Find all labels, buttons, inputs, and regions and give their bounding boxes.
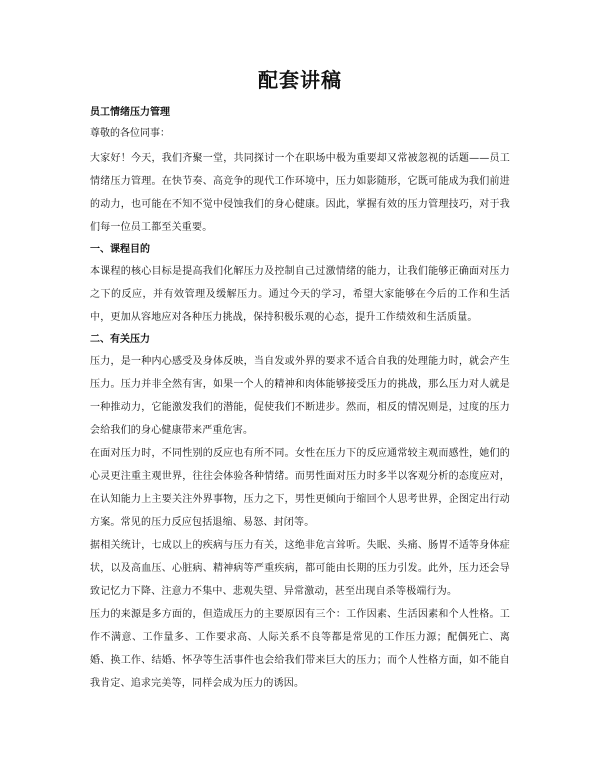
document-page (90, 66, 510, 695)
section-paragraph: 压力，是一种内心感受及身体反映，当自发或外界的要求不适合自我的处理能力时，就会产生压力。压力并非全然有害，如果一个人的精神和肉体能够接受压力的挑战，那么压力对人就是一种推动力，它能激发我们的潜能，促使我们不断进步。然而，相反的情况则是，过度的压力会给我们的身心健康带来严重危害。 (90, 356, 510, 436)
section-heading: 一、课程目的 (90, 244, 150, 255)
section-about-stress (90, 329, 510, 695)
section-paragraph: 据相关统计，七成以上的疾病与压力有关，这绝非危言耸听。失眠、头痛、肠胃不适等身体症状，以及高血压、心脏病、精神病等严重疾病，都可能由长期的压力引发。此外，压力还会导致记忆力下降、注意力不集中、悲观失望、异常激动，甚至出现自杀等极端行为。 (90, 540, 510, 597)
intro-paragraph: 大家好！今天，我们齐聚一堂，共同探讨一个在职场中极为重要却又常被忽视的话题——员工情绪压力管理。在快节奏、高竞争的现代工作环境中，压力如影随形，它既可能成为我们前进的动力，也可能在不知不觉中侵蚀我们的身心健康。因此，掌握有效的压力管理技巧，对于我们每一位员工都至关重要。 (90, 153, 510, 233)
document-title: 配套讲稿 (258, 68, 342, 92)
greeting: 尊敬的各位同事： (90, 128, 170, 139)
section-paragraph: 在面对压力时，不同性别的反应也有所不同。女性在压力下的反应通常较主观而感性，她们的心灵更注重主观世界，往往会体验各种情绪。而男性面对压力时多半以客观分析的态度应对，在认知能力上主要关注外界事物，压力之下，男性更倾向于缩回个人思考世界，企图定出行动方案。常见的压力反应包括退缩、易怒、封闭等。 (90, 448, 510, 528)
section-course-purpose (90, 239, 510, 329)
section-paragraph: 本课程的核心目标是提高我们化解压力及控制自己过激情绪的能力，让我们能够正确面对压力之下的反应，并有效管理及缓解压力。通过今天的学习，希望大家能够在今后的工作和生活中，更加从容地应对各种压力挑战，保持积极乐观的心态，提升工作绩效和生活质量。 (90, 266, 510, 323)
section-paragraph: 压力的来源是多方面的，但造成压力的主要原因有三个：工作因素、生活因素和个人性格。工作不满意、工作量多、工作要求高、人际关系不良等都是常见的工作压力源；配偶死亡、离婚、换工作、结婚、怀孕等生活事件也会给我们带来巨大的压力；而个人性格方面，如不能自我肯定、追求完美等，同样会成为压力的诱因。 (90, 609, 510, 689)
section-heading: 二、有关压力 (90, 334, 150, 345)
course-subtitle: 员工情绪压力管理 (90, 107, 170, 118)
